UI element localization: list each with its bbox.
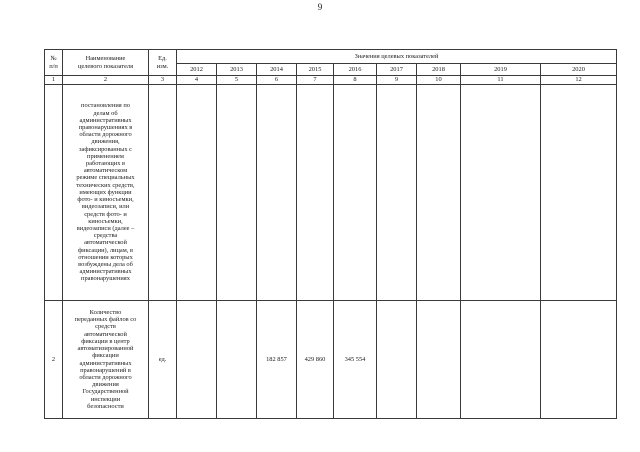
value-cell (177, 301, 217, 419)
target-indicators-table (44, 49, 617, 419)
header-year: 2016 (334, 64, 377, 76)
row-unit (149, 85, 177, 301)
header-indicator-name: Наименование целевого показателя (63, 50, 149, 76)
header-year: 2019 (461, 64, 541, 76)
column-number: 11 (461, 76, 541, 85)
header-unit: Ед. изм. (149, 50, 177, 76)
row-number: 2 (45, 301, 63, 419)
column-number: 7 (297, 76, 334, 85)
column-number: 6 (257, 76, 297, 85)
value-cell (217, 301, 257, 419)
header-values-title: Значения целевых показателей (177, 50, 617, 64)
indicator-name: Количество переданных файлов со средств автоматической фиксации в центр автоматизированной фиксации административных правонарушений в области дорожного движения Государственной инспекции безопасности (63, 301, 149, 419)
value-cell (541, 301, 617, 419)
column-number: 5 (217, 76, 257, 85)
column-number: 12 (541, 76, 617, 85)
header-number: № п/п (45, 50, 63, 76)
row-number (45, 85, 63, 301)
column-number: 10 (417, 76, 461, 85)
value-cell: 429 860 (297, 301, 334, 419)
value-cell (217, 85, 257, 301)
value-cell (417, 85, 461, 301)
header-year: 2017 (377, 64, 417, 76)
column-number: 8 (334, 76, 377, 85)
value-cell (377, 301, 417, 419)
value-cell (377, 85, 417, 301)
page-number: 9 (317, 2, 323, 12)
column-number: 2 (63, 76, 149, 85)
header-year: 2013 (217, 64, 257, 76)
value-cell (461, 85, 541, 301)
value-cell (461, 301, 541, 419)
value-cell (541, 85, 617, 301)
value-cell (417, 301, 461, 419)
value-cell: 345 554 (334, 301, 377, 419)
value-cell (297, 85, 334, 301)
value-cell (177, 85, 217, 301)
header-year: 2014 (257, 64, 297, 76)
column-number: 1 (45, 76, 63, 85)
header-year: 2012 (177, 64, 217, 76)
row-unit: ед. (149, 301, 177, 419)
header-year: 2020 (541, 64, 617, 76)
table-row (45, 301, 617, 419)
column-number: 4 (177, 76, 217, 85)
header-year: 2015 (297, 64, 334, 76)
column-number: 9 (377, 76, 417, 85)
table-row (45, 85, 617, 301)
column-number: 3 (149, 76, 177, 85)
value-cell (334, 85, 377, 301)
value-cell: 182 857 (257, 301, 297, 419)
value-cell (257, 85, 297, 301)
indicator-name: постановления по делам об административных правонарушениях в области дорожного движения, зафиксированных с применением работающих в автоматическом режиме специальных технических средств, имеющих функции фото- и киносъемки, видеозаписи, или средств фото- и киносъемки, видеозаписи (далее – средства автоматической фиксации), лицам, в отношении которых возбуждены дела об административных правонарушениях (63, 85, 149, 301)
header-year: 2018 (417, 64, 461, 76)
